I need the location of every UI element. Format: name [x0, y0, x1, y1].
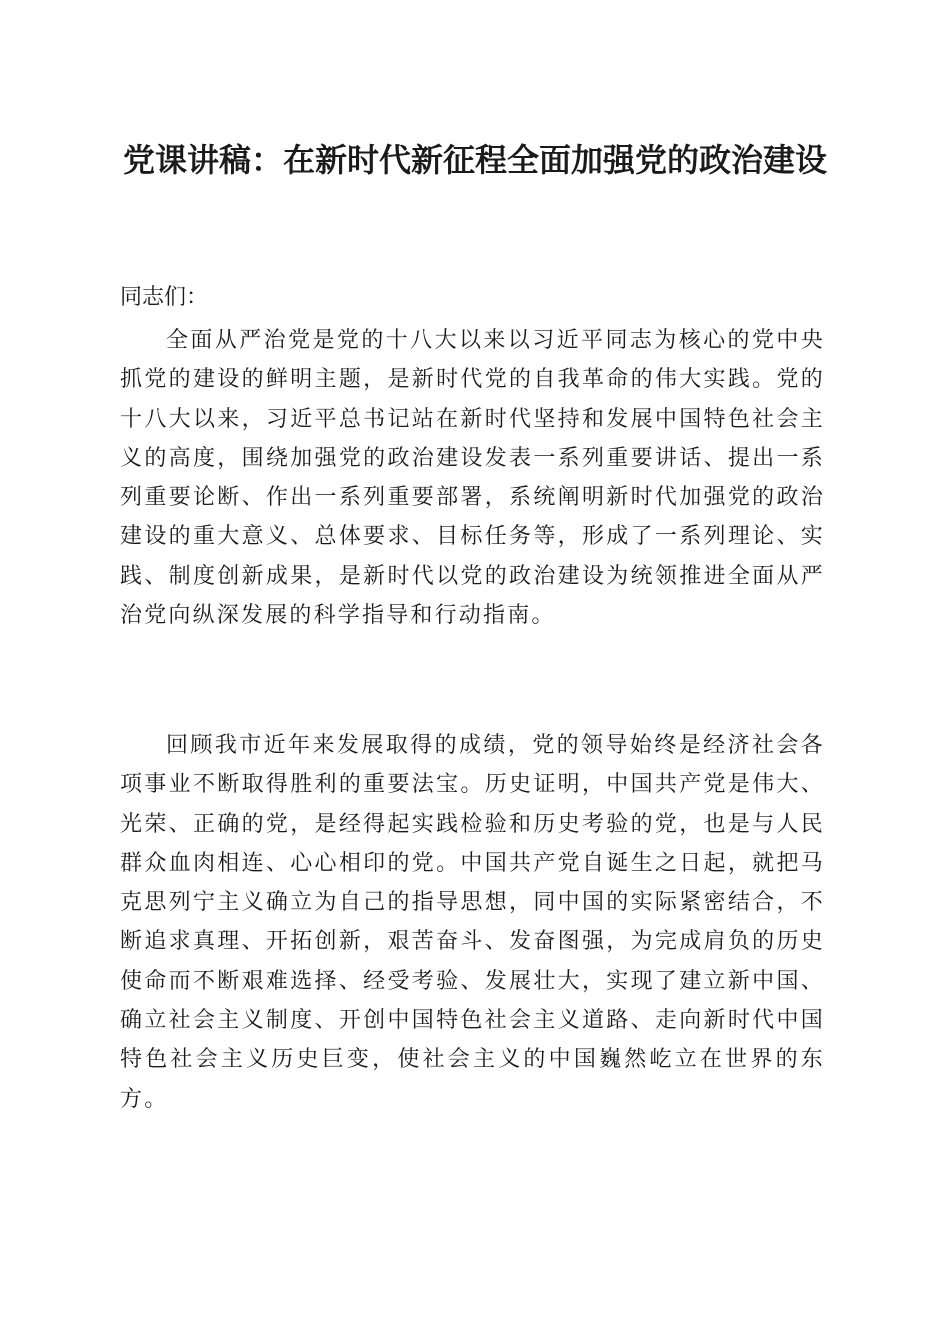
document-title: 党课讲稿：在新时代新征程全面加强党的政治建设	[122, 141, 827, 179]
body-paragraph-1: 全面从严治党是党的十八大以来以习近平同志为核心的党中央抓党的建设的鲜明主题，是新时代党的自我革命的伟大实践。党的十八大以来，习近平总书记站在新时代坚持和发展中国特色社会主义的高度，围绕加强党的政治建设发表一系列重要讲话、提出一系列重要论断、作出一系列重要部署，系统阐明新时代加强党的政治建设的重大意义、总体要求、目标任务等，形成了一系列理论、实践、制度创新成果，是新时代以党的政治建设为统领推进全面从严治党向纵深发展的科学指导和行动指南。	[120, 328, 825, 629]
body-paragraph-2: 回顾我市近年来发展取得的成绩，党的领导始终是经济社会各项事业不断取得胜利的重要法宝。历史证明，中国共产党是伟大、光荣、正确的党，是经得起实践检验和历史考验的党，也是与人民群众血肉相连、心心相印的党。中国共产党自诞生之日起，就把马克思列宁主义确立为自己的指导思想，同中国的实际紧密结合，不断追求真理、开拓创新，艰苦奋斗、发奋图强，为完成肩负的历史使命而不断艰难选择、经受考验、发展壮大，实现了建立新中国、确立社会主义制度、开创中国特色社会主义道路、走向新时代中国特色社会主义历史巨变，使社会主义的中国巍然屹立在世界的东方。	[120, 733, 825, 1112]
salutation: 同志们：	[120, 285, 209, 310]
